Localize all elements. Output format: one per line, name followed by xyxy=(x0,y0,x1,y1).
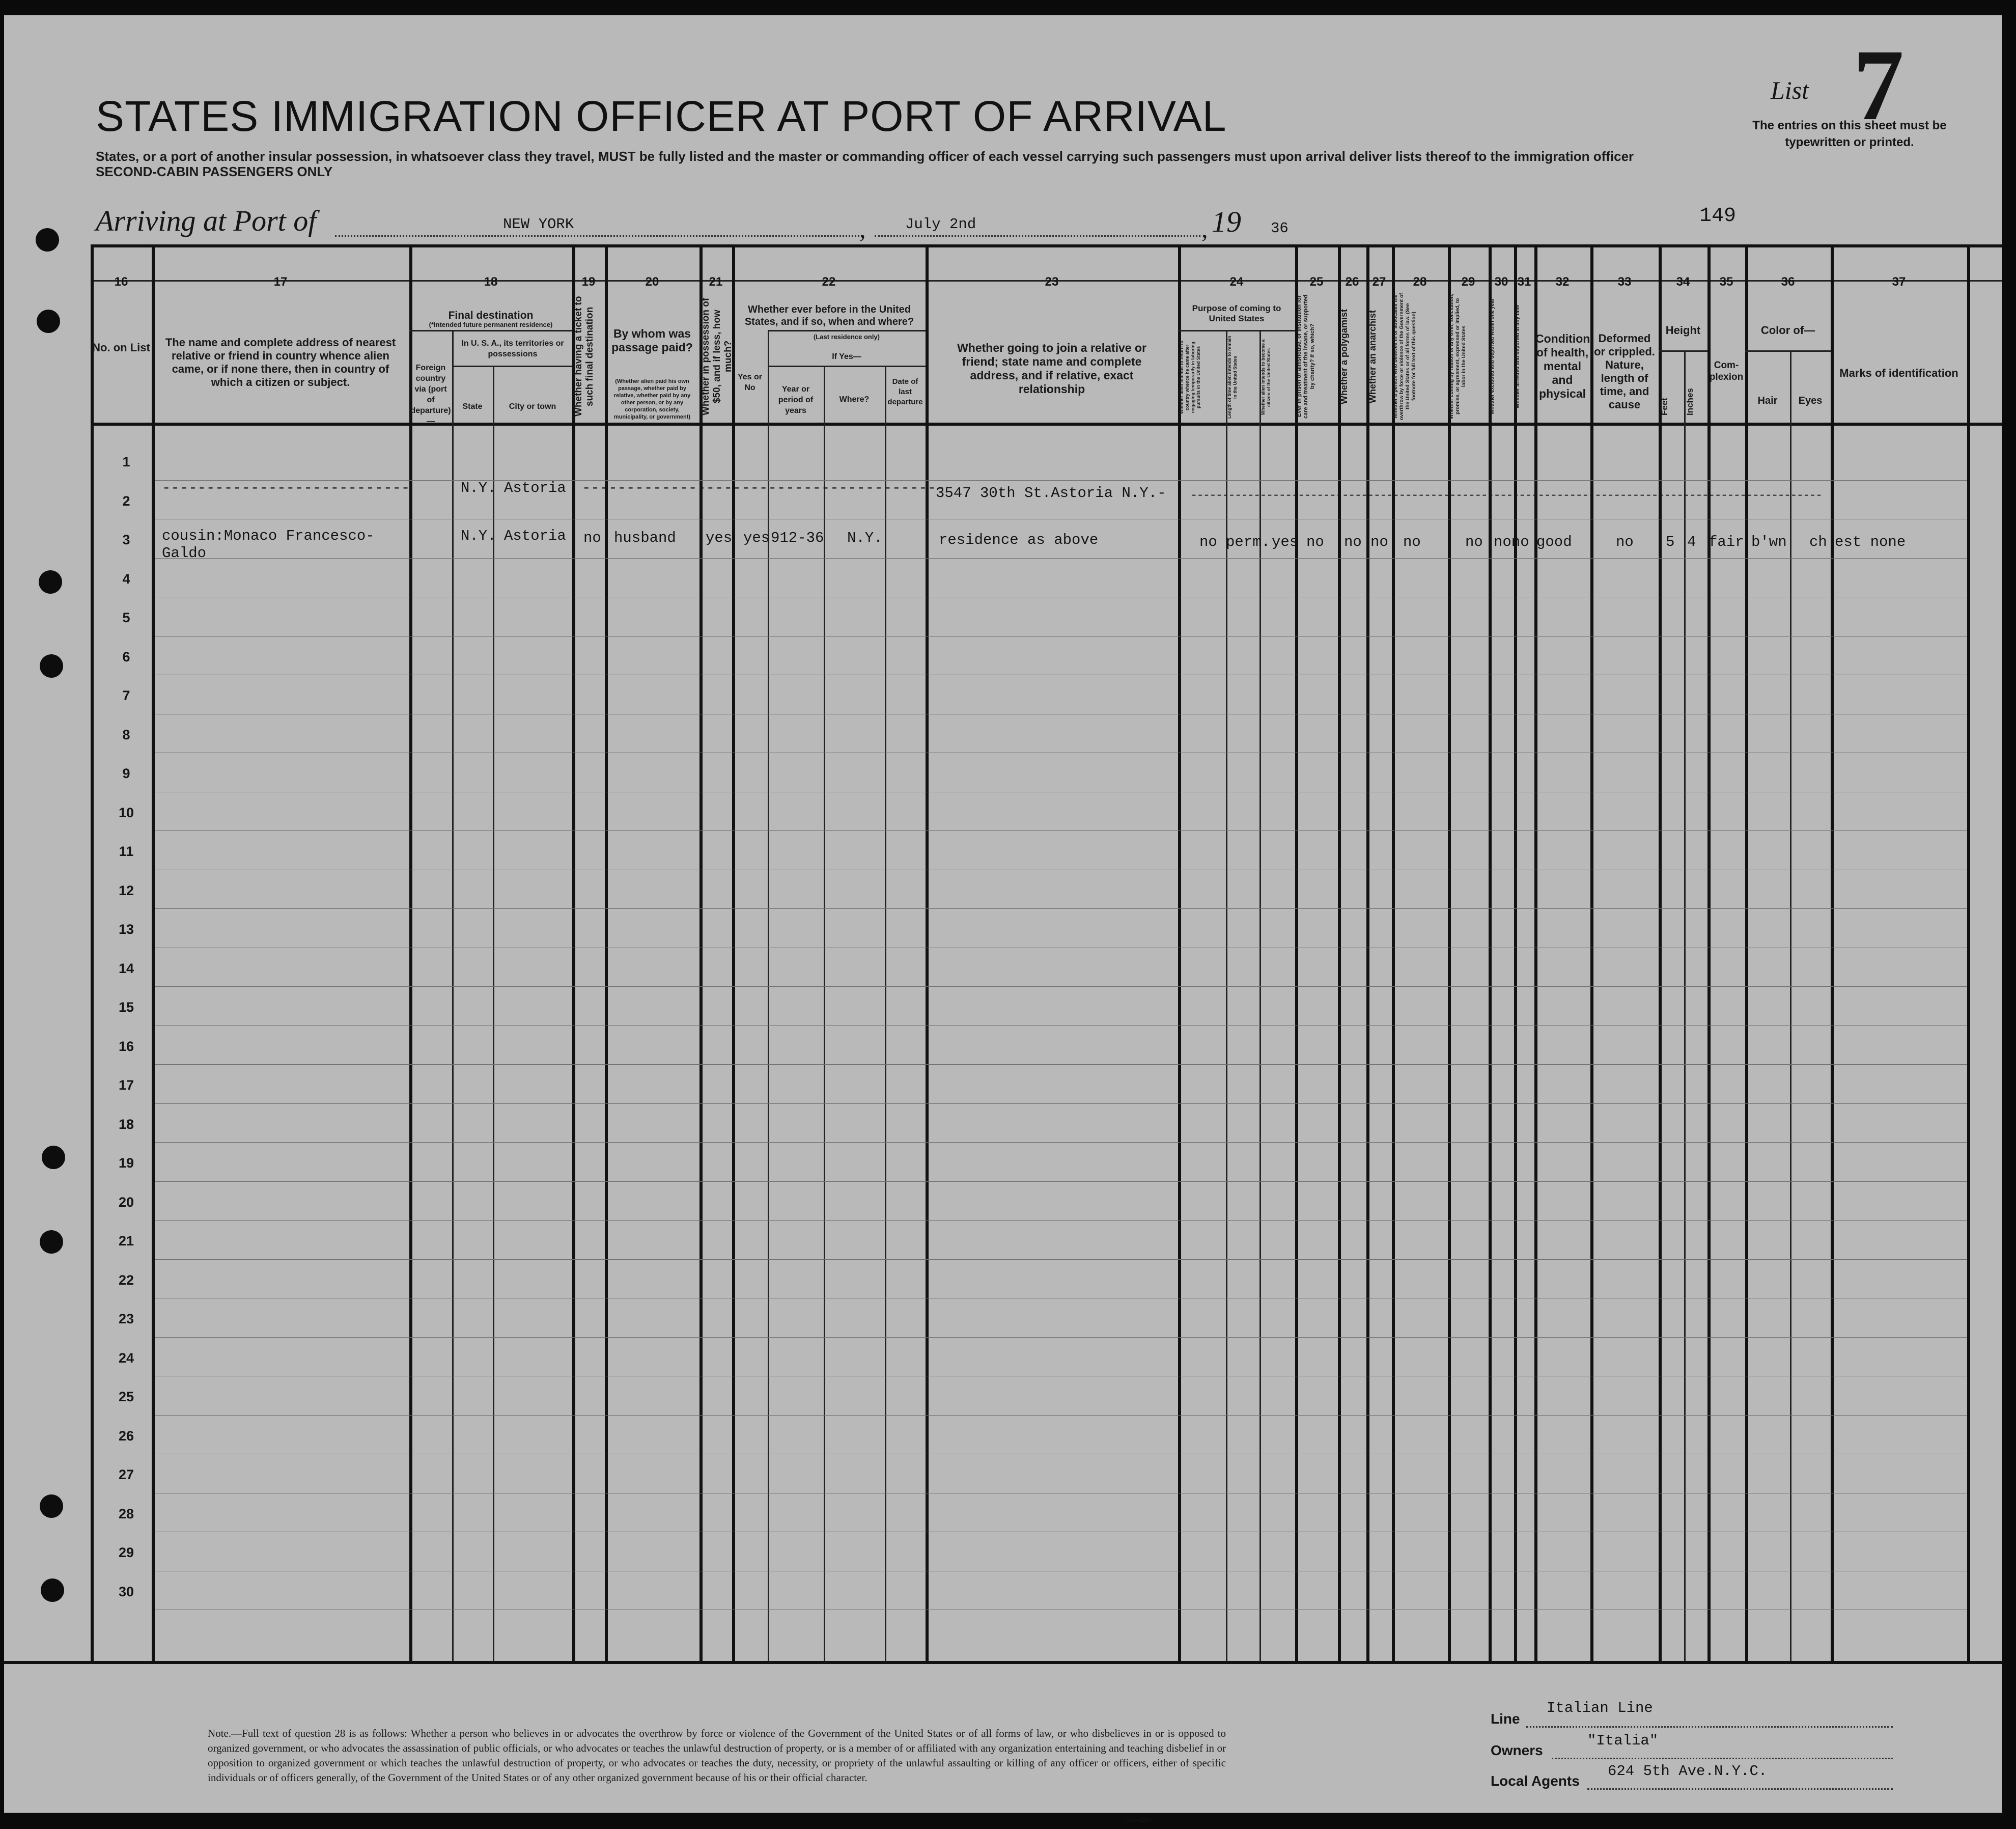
row2-join: residence as above xyxy=(939,532,1099,548)
header-deformed: Deformed or crippled. Nature, length of time, and cause xyxy=(1594,332,1655,411)
row2-city: Astoria xyxy=(504,528,566,544)
binder-hole xyxy=(40,1230,63,1254)
row-number: 8 xyxy=(122,727,130,742)
col-line xyxy=(1659,244,1662,1661)
agents-label: Local Agents xyxy=(1491,1773,1580,1789)
header-yes-or-no: Yes or No xyxy=(737,373,763,392)
header-bottom-border xyxy=(91,423,2002,426)
header-inches: Inches xyxy=(1685,388,1695,415)
row-number: 17 xyxy=(118,1077,134,1093)
row-number: 24 xyxy=(118,1350,134,1366)
header-color-of: Color of— xyxy=(1760,324,1815,337)
col-line xyxy=(1226,331,1227,1661)
subheader-rule xyxy=(768,366,926,367)
col-line xyxy=(1448,244,1451,1661)
header-state: State xyxy=(462,402,483,411)
row1-state: N.Y. xyxy=(461,480,496,496)
binder-hole xyxy=(36,228,59,252)
col-number: 32 xyxy=(1555,275,1570,289)
row-number: 4 xyxy=(122,571,130,587)
binder-hole xyxy=(41,1578,64,1602)
subheader-rule xyxy=(1745,350,1831,352)
col-number: 21 xyxy=(709,275,723,289)
row1-dashes-right: ---------------------------------------------------------------------------------------------------- xyxy=(1190,489,1822,503)
col-line xyxy=(1514,244,1517,1661)
col-line xyxy=(572,244,575,1661)
list-label: List xyxy=(1771,76,1809,104)
row-number: 20 xyxy=(118,1194,134,1210)
table-top-border xyxy=(91,244,2002,247)
header-join-relative: Whether going to join a relative or friend; state name and complete address, and if relative, exact relationship xyxy=(957,341,1146,396)
col-line xyxy=(1259,331,1261,1661)
header-marks: Marks of identification xyxy=(1839,367,1958,379)
row-number: 26 xyxy=(118,1428,134,1444)
binder-hole xyxy=(40,654,63,678)
row2-citizen-intent: yes xyxy=(1272,534,1299,550)
header-health: Condition of health, mental and physical xyxy=(1535,332,1590,400)
row1-join: 3547 30th St.Astoria N.Y.- xyxy=(936,485,1166,502)
header-in-usa: In U. S. A., its territories or possessions xyxy=(461,339,564,358)
year-prefix: 19 xyxy=(1212,205,1241,238)
row-number: 3 xyxy=(122,532,130,547)
col-number: 30 xyxy=(1494,275,1508,289)
header-city: City or town xyxy=(509,402,556,411)
row2-relative-line2: Galdo xyxy=(162,545,207,562)
row2-return-intent: no xyxy=(1199,534,1217,550)
subheader-rule xyxy=(409,330,572,331)
row1-city: Astoria xyxy=(504,480,566,496)
year-suffix: 36 xyxy=(1271,220,1289,237)
row-number: 23 xyxy=(118,1311,134,1326)
binder-hole xyxy=(39,570,62,594)
row-number: 22 xyxy=(118,1272,134,1288)
col-line xyxy=(1590,244,1593,1661)
col-line xyxy=(824,367,825,1661)
row-number: 12 xyxy=(118,882,134,898)
manifest-sheet xyxy=(4,15,2002,1824)
owners-value: "Italia" xyxy=(1587,1732,1659,1749)
row2-excluded-arrested: nono xyxy=(1494,534,1529,550)
row-number: 30 xyxy=(118,1584,134,1599)
col-line xyxy=(732,244,735,1661)
row-number: 14 xyxy=(118,960,134,976)
entries-note: The entries on this sheet must be typewritten or printed. xyxy=(1752,119,1947,149)
col-number: 27 xyxy=(1372,275,1386,289)
col-number: 37 xyxy=(1892,275,1906,289)
row2-polygamist: no xyxy=(1344,534,1362,550)
row-number: 15 xyxy=(118,1000,134,1015)
col-number: 24 xyxy=(1229,275,1244,289)
row-rule xyxy=(155,1415,1967,1416)
row-number: 11 xyxy=(119,844,134,859)
row-rule xyxy=(155,480,1967,481)
form-title: STATES IMMIGRATION OFFICER AT PORT OF ARRIVAL xyxy=(96,92,1227,140)
row1-relative: ---------------------------- xyxy=(162,480,410,496)
header-if-yes: If Yes— xyxy=(832,352,861,361)
row-number: 13 xyxy=(118,922,134,937)
date-value: July 2nd xyxy=(905,216,976,233)
header-ticket: Whether having a ticket to such final destination xyxy=(573,296,595,417)
row-number: 25 xyxy=(118,1389,134,1404)
line-value: Italian Line xyxy=(1547,1700,1653,1716)
row-number: 5 xyxy=(122,610,130,625)
header-no-on-list: No. on List xyxy=(92,341,150,354)
header-hair: Hair xyxy=(1757,395,1778,406)
subheader-rule xyxy=(452,366,572,367)
col-number: 36 xyxy=(1781,275,1795,289)
agents-underline xyxy=(1587,1788,1893,1790)
line-underline xyxy=(1526,1726,1893,1728)
row-rule xyxy=(155,1220,1967,1221)
row2-ticket: no xyxy=(583,530,601,546)
row1-dashes: ----------------------------------------- xyxy=(582,480,945,496)
col-number: 33 xyxy=(1617,275,1632,289)
header-fifty-dollars: Whether in possession of $50, and if less, how much? xyxy=(701,297,734,415)
row2-length-of-stay: perm. xyxy=(1226,534,1271,550)
row-rule xyxy=(155,1064,1967,1065)
comma: , xyxy=(1201,214,1208,243)
comma: , xyxy=(859,214,866,243)
col-number: 35 xyxy=(1719,275,1733,289)
row2-feet: 5 xyxy=(1666,534,1675,550)
header-final-destination-note: (*Intended future permanent residence) xyxy=(429,321,553,328)
col-line xyxy=(605,244,608,1661)
row2-prison: no xyxy=(1306,534,1324,550)
header-overthrow: Whether a person who believes in or advocates the overthrow by force or violence of the Government of the United States or of all forms of law. (See footnote for full text of this question) xyxy=(1393,293,1417,420)
subheader-rule xyxy=(1178,330,1295,331)
port-underline xyxy=(335,235,859,237)
list-number: 7 xyxy=(1853,29,1904,142)
owners-underline xyxy=(1552,1758,1893,1759)
row2-fifty: yes xyxy=(706,530,733,546)
col-number: 28 xyxy=(1413,275,1427,289)
row-number: 9 xyxy=(122,766,130,781)
header-foreign-country: Foreign country via (port of departure)— xyxy=(410,364,451,426)
row-rule xyxy=(155,830,1967,831)
row-rule xyxy=(155,986,1967,987)
col-number: 20 xyxy=(645,275,659,289)
col-line xyxy=(493,367,494,1661)
col-line xyxy=(1790,351,1791,1661)
header-polygamist: Whether a polygamist xyxy=(1339,309,1349,404)
row2-before: yes xyxy=(743,530,770,546)
col-number: 26 xyxy=(1345,275,1359,289)
arriving-label: Arriving at Port of xyxy=(96,204,317,237)
col-line xyxy=(409,244,412,1661)
col-number: 29 xyxy=(1461,275,1475,289)
col-line xyxy=(452,331,454,1661)
row-number: 2 xyxy=(122,493,130,509)
cabin-class: SECOND-CABIN PASSENGERS ONLY xyxy=(96,164,333,179)
header-prison-almshouse: Ever in prison or almshouse, or institution for care and treatment of the insane, or supported by charity? If so, which? xyxy=(1296,294,1315,419)
subheader-rule xyxy=(1659,350,1707,352)
col-line xyxy=(1366,244,1369,1661)
col-number: 16 xyxy=(114,275,128,289)
col-number: 22 xyxy=(822,275,836,289)
row2-eyes: ch xyxy=(1809,534,1827,550)
row2-complexion: fair xyxy=(1709,534,1744,550)
header-return-intent: Whether alien intends to return to country whence he came after engaging temporarily in laboring pursuits in the United States xyxy=(1179,341,1201,414)
header-feet: Feet xyxy=(1660,398,1669,416)
header-labor-offer: Whether coming by reason of any offer, solicitation, promise, or agreement, expressed or implied, to labor in the United States xyxy=(1449,293,1467,420)
row-rule xyxy=(155,1142,1967,1143)
owners-label: Owners xyxy=(1491,1742,1543,1758)
header-purpose: Purpose of coming to United States xyxy=(1192,303,1281,323)
agents-value: 624 5th Ave.N.Y.C. xyxy=(1608,1763,1768,1780)
row-number: 19 xyxy=(118,1155,134,1171)
row-number: 18 xyxy=(118,1116,134,1132)
col-number: 23 xyxy=(1045,275,1059,289)
row-number: 6 xyxy=(122,649,130,664)
col-number: 31 xyxy=(1517,275,1531,289)
header-ever-before: Whether ever before in the United States, and if so, when and where? xyxy=(744,304,914,327)
col-line xyxy=(926,244,929,1661)
col-number: 25 xyxy=(1309,275,1324,289)
row-number: 27 xyxy=(118,1467,134,1482)
row2-hair: b'wn xyxy=(1751,534,1787,550)
header-excluded: Whether excluded and deported within one year xyxy=(1490,298,1495,414)
col-line xyxy=(1831,244,1834,1661)
header-last-residence: (Last residence only) xyxy=(813,333,880,341)
row2-where: N.Y. xyxy=(847,530,883,546)
binder-hole xyxy=(42,1146,65,1169)
col-line xyxy=(1684,351,1686,1661)
row2-labor-offer: no xyxy=(1465,534,1483,550)
header-eyes: Eyes xyxy=(1798,395,1823,406)
header-complexion: Com-plexion xyxy=(1709,360,1744,382)
row-rule xyxy=(155,1337,1967,1338)
binder-hole xyxy=(40,1494,63,1518)
col-number: 18 xyxy=(484,275,498,289)
row-rule xyxy=(155,558,1967,559)
col-line xyxy=(1295,244,1298,1661)
row-rule xyxy=(155,1103,1967,1104)
header-passage-note: (Whether alien paid his own passage, whether paid by relative, whether paid by any other person, or by any corporation, society, municipality, or government) xyxy=(613,378,691,420)
header-final-destination: Final destination xyxy=(448,310,534,321)
header-citizen-intent: Whether alien intends to become a citizen of the United States xyxy=(1261,339,1271,415)
header-arrested: Whether arrested and deported at any time xyxy=(1515,304,1521,408)
col-line xyxy=(1534,244,1537,1661)
table-bottom-border xyxy=(4,1661,2002,1664)
binder-hole xyxy=(37,310,60,333)
row-number: 21 xyxy=(118,1233,134,1249)
row-rule xyxy=(155,908,1967,909)
row-number: 29 xyxy=(118,1545,134,1560)
row2-deformed: no xyxy=(1616,534,1634,550)
row2-overthrow: no xyxy=(1403,534,1421,550)
row2-years: 912-36 xyxy=(771,530,824,546)
col-number: 19 xyxy=(581,275,596,289)
row2-state: N.Y. xyxy=(461,528,496,544)
port-value: NEW YORK xyxy=(503,216,574,233)
row-number: 1 xyxy=(122,454,130,469)
header-nearest-relative: The name and complete address of nearest relative or friend in country whence alien came, or if none there, then in country of which a citizen or subject. xyxy=(165,336,396,389)
row2-relative-line1: cousin:Monaco Francesco- xyxy=(162,528,375,544)
header-last-departure: Date of last departure xyxy=(887,377,923,406)
row2-passage: husband xyxy=(614,530,676,546)
row-number: 7 xyxy=(122,688,130,703)
col-number: 17 xyxy=(273,275,288,289)
col-line xyxy=(1489,244,1492,1661)
footnote: Note.—Full text of question 28 is as follows: Whether a person who believes in or advocates the overthrow by force or violence of the Government of the United States or of all forms of law, or who disbelieves in or is opposed to organized government, or who advocates the assassination of public officials, or who advocates or teaches the unlawful destruction of property, or is a member of or affiliated with any organization entertaining and teaching disbelief in or opposition to organized government or which teaches the unlawful destruction of property, or who advocates or teaches the duty, necessity, or propriety of the unlawful assaulting or killing of any officer or officers, either of specific individuals or of officers generally, of the Government of the United States or of any other organized government because of his or their official character. xyxy=(208,1727,1226,1784)
line-label: Line xyxy=(1491,1711,1520,1727)
col-line xyxy=(1707,244,1711,1661)
stamp-number: 149 xyxy=(1699,205,1737,228)
col-line xyxy=(1745,244,1748,1661)
subheader-rule xyxy=(768,330,926,331)
row-number: 10 xyxy=(118,805,134,820)
row2-health: good xyxy=(1536,534,1572,550)
row-rule xyxy=(155,1181,1967,1182)
header-anarchist: Whether an anarchist xyxy=(1367,310,1378,403)
header-length-of-stay: Length of time alien intends to remain in the United States xyxy=(1227,336,1238,419)
form-number: 14—480 xyxy=(1124,1816,1151,1824)
col-line xyxy=(885,367,886,1661)
row2-inches: 4 xyxy=(1687,534,1696,550)
col-line xyxy=(1178,244,1181,1661)
row-rule xyxy=(155,1259,1967,1260)
row-number: 28 xyxy=(118,1506,134,1521)
col-line xyxy=(1338,244,1341,1661)
col-line xyxy=(1392,244,1395,1661)
row2-anarchist: no xyxy=(1370,534,1388,550)
col-number: 34 xyxy=(1676,275,1690,289)
col-line xyxy=(1967,244,1970,1661)
header-where: Where? xyxy=(839,395,870,404)
form-subtitle: States, or a port of another insular possession, in whatsoever class they travel, MUST be fully listed and the master or commanding officer of each vessel carrying such passengers must upon arrival deliver lists thereof to the immigration officer xyxy=(96,149,1634,164)
col-line xyxy=(699,244,703,1661)
row2-marks: est none xyxy=(1835,534,1906,550)
row-number: 16 xyxy=(118,1038,134,1054)
header-period-years: Year or period of years xyxy=(778,385,814,415)
date-underline xyxy=(875,235,1200,237)
header-height: Height xyxy=(1665,324,1701,337)
header-passage-paid: By whom was passage paid? xyxy=(611,327,693,354)
